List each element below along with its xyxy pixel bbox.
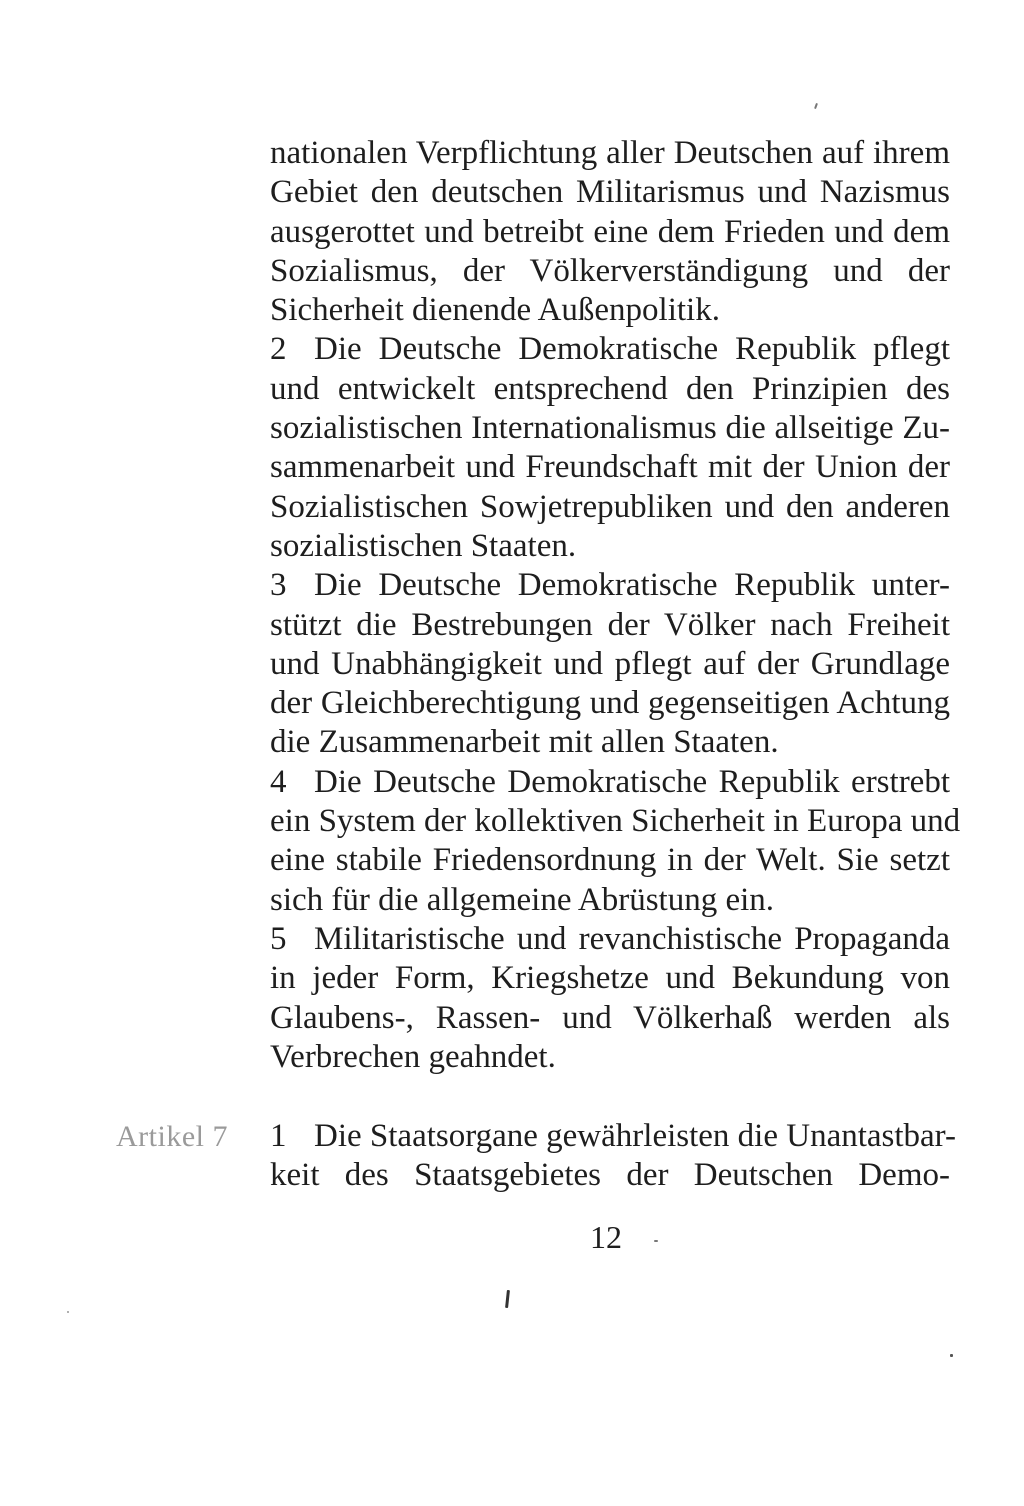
text-line: eine stabile Friedensordnung in der Welt. Sie setzt	[270, 842, 950, 879]
paragraph-number: 4	[270, 763, 287, 800]
paragraph-number: 1	[270, 1118, 287, 1154]
paragraph-5-first-line	[270, 920, 950, 959]
text-line: sich für die allgemeine Abrüstung ein.	[270, 881, 775, 918]
text-line: sammenarbeit und Freundschaft mit der Union der	[270, 449, 950, 486]
paragraph-4-first-line	[270, 763, 950, 802]
text-line: Sozialistischen Sowjetrepubliken und den anderen	[270, 488, 950, 525]
paragraph-2-first-line	[270, 330, 950, 369]
paragraph-number: 2	[270, 331, 287, 368]
text-line: keit des Staatsgebietes der Deutschen Demo-	[270, 1157, 950, 1194]
text-line: ein System der kollektiven Sicherheit in Europa und	[270, 803, 961, 840]
text-line: ausgerottet und betreibt eine dem Frieden und dem	[270, 213, 950, 250]
text-line: Die Deutsche Demokratische Republik erstrebt	[314, 763, 950, 800]
text-line: stützt die Bestrebungen der Völker nach Freiheit	[270, 606, 950, 643]
scan-speck	[814, 103, 818, 109]
article-7-label: Artikel 7	[116, 1120, 228, 1153]
article-7-body	[270, 1117, 957, 1196]
scan-speck	[67, 1311, 69, 1313]
text-line: Die Staatsorgane gewährleisten die Unantastbar-	[314, 1118, 957, 1154]
text-line: sozialistischen Staaten.	[270, 527, 577, 564]
text-line: und Unabhängigkeit und pflegt auf der Grundlage	[270, 645, 950, 682]
text-line: Militaristische und revanchistische Propaganda	[314, 920, 950, 957]
article-7-first-line	[270, 1117, 957, 1156]
paragraph-3-first-line	[270, 566, 950, 605]
text-line: sozialistischen Internationalismus die allseitige Zu-	[270, 410, 950, 447]
text-line: nationalen Verpflichtung aller Deutschen auf ihrem	[270, 135, 950, 171]
text-line: Die Deutsche Demokratische Republik unter-	[314, 567, 950, 604]
text-line: Sozialismus, der Völkerverständigung und der	[270, 252, 950, 289]
scan-speck	[950, 1354, 953, 1357]
text-line: in jeder Form, Kriegshetze und Bekundung von	[270, 960, 950, 997]
scan-speck	[505, 1290, 510, 1308]
text-line: Verbrechen geahndet.	[270, 1038, 556, 1075]
article-6-body	[270, 134, 961, 1077]
text-line: und entwickelt entsprechend den Prinzipien des	[270, 370, 950, 407]
scan-speck	[654, 1240, 658, 1242]
paragraph-number: 5	[270, 920, 287, 957]
text-line: Glaubens-, Rassen- und Völkerhaß werden als	[270, 999, 950, 1036]
text-line: Gebiet den deutschen Militarismus und Nazismus	[270, 174, 950, 211]
text-line: der Gleichberechtigung und gegenseitigen Achtung	[270, 685, 950, 722]
text-line: Die Deutsche Demokratische Republik pflegt	[314, 331, 950, 368]
paragraph-number: 3	[270, 567, 287, 604]
page-number: 12	[590, 1219, 622, 1255]
text-line: die Zusammenarbeit mit allen Staaten.	[270, 724, 779, 761]
text-line: Sicherheit dienende Außenpolitik.	[270, 292, 720, 329]
